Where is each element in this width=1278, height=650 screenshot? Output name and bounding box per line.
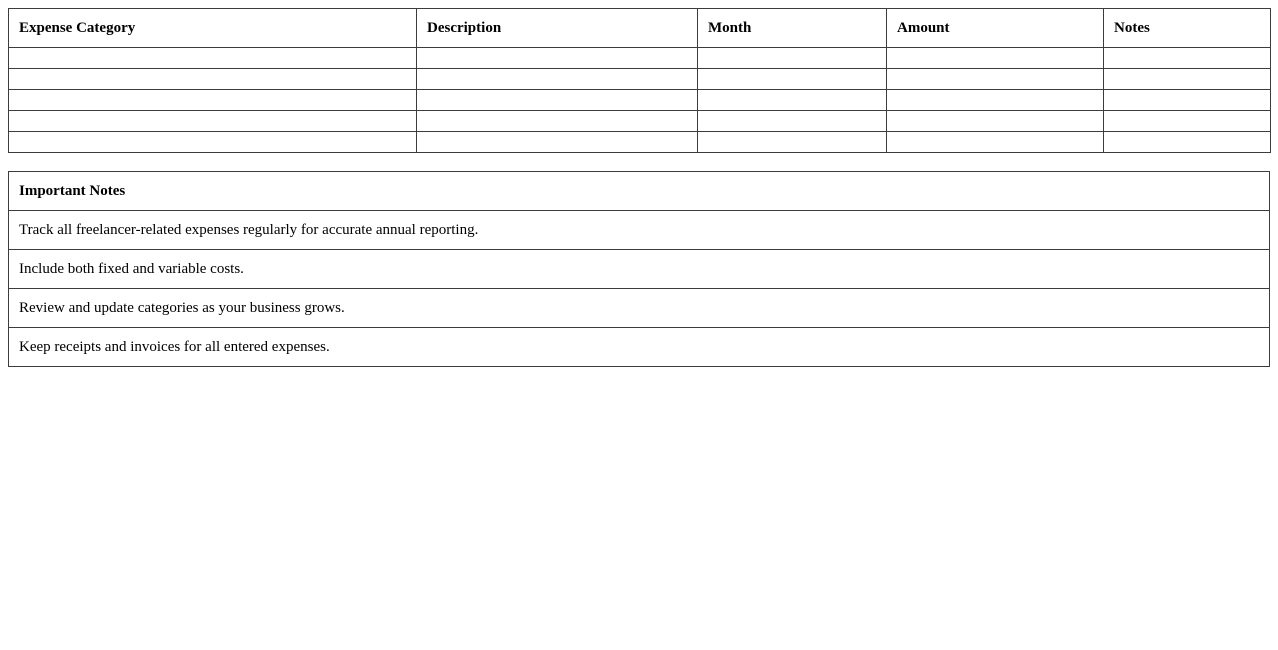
list-item [9, 211, 1270, 250]
table-row [9, 90, 1271, 111]
month-cell[interactable] [698, 132, 887, 153]
month-cell[interactable] [698, 69, 887, 90]
column-header-description: Description [417, 9, 698, 48]
important-notes-table [8, 171, 1270, 367]
amount-cell[interactable] [887, 132, 1104, 153]
column-header-notes: Notes [1104, 9, 1271, 48]
expense-category-cell[interactable] [9, 132, 417, 153]
notes-cell[interactable] [1104, 90, 1271, 111]
expense-category-cell[interactable] [9, 90, 417, 111]
expense-table-header-row [9, 9, 1271, 48]
amount-cell[interactable] [887, 48, 1104, 69]
month-cell[interactable] [698, 90, 887, 111]
notes-header-row [9, 172, 1270, 211]
list-item [9, 328, 1270, 367]
note-text: Review and update categories as your business grows. [9, 289, 1270, 328]
table-row [9, 132, 1271, 153]
table-row [9, 48, 1271, 69]
column-header-expense-category: Expense Category [9, 9, 417, 48]
expense-category-cell[interactable] [9, 111, 417, 132]
note-text: Track all freelancer-related expenses regularly for accurate annual reporting. [9, 211, 1270, 250]
description-cell[interactable] [417, 90, 698, 111]
description-cell[interactable] [417, 69, 698, 90]
notes-cell[interactable] [1104, 48, 1271, 69]
notes-cell[interactable] [1104, 111, 1271, 132]
amount-cell[interactable] [887, 111, 1104, 132]
column-header-month: Month [698, 9, 887, 48]
table-row [9, 111, 1271, 132]
column-header-amount: Amount [887, 9, 1104, 48]
expense-category-cell[interactable] [9, 69, 417, 90]
notes-cell[interactable] [1104, 69, 1271, 90]
description-cell[interactable] [417, 48, 698, 69]
description-cell[interactable] [417, 111, 698, 132]
notes-title: Important Notes [9, 172, 1270, 211]
table-row [9, 69, 1271, 90]
list-item [9, 289, 1270, 328]
month-cell[interactable] [698, 111, 887, 132]
expense-table [8, 8, 1271, 153]
description-cell[interactable] [417, 132, 698, 153]
list-item [9, 250, 1270, 289]
amount-cell[interactable] [887, 69, 1104, 90]
notes-cell[interactable] [1104, 132, 1271, 153]
month-cell[interactable] [698, 48, 887, 69]
note-text: Include both fixed and variable costs. [9, 250, 1270, 289]
note-text: Keep receipts and invoices for all entered expenses. [9, 328, 1270, 367]
expense-category-cell[interactable] [9, 48, 417, 69]
amount-cell[interactable] [887, 90, 1104, 111]
